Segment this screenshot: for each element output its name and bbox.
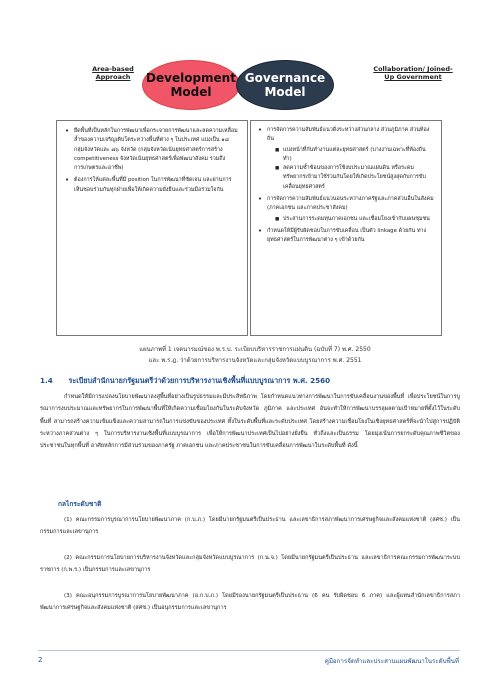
governance-model-oval bbox=[236, 60, 334, 110]
section-heading bbox=[40, 376, 330, 387]
figure-caption bbox=[70, 344, 440, 366]
caption-line: และ พ.ร.ฎ. ว่าด้วยการบริหารงานจังหวัดและกลุ่มจังหวัดแบบบูรณาการ พ.ศ. 2551 bbox=[148, 357, 362, 364]
sub-list-item: ■ ลดความซ้ำซ้อนของการใช้งบประมาณแผ่นดิน หรือระดมทรัพยากรเข้ามาใช้ร่วมกันโดยให้เกิดประโยชน์สูงสุดกับการขับเคลื่อนยุทธศาสตร์ bbox=[267, 164, 434, 192]
paragraph bbox=[40, 391, 460, 452]
governance-model-label: Model bbox=[264, 85, 306, 99]
section-number: 1.4 bbox=[40, 376, 53, 385]
subsection-heading: กลไกระดับชาติ bbox=[58, 500, 102, 508]
caption-line: แผนภาพที่ 1 เจตนารมณ์ของ พ.ร.บ. ระเบียบบริหารราชการแผ่นดิน (ฉบับที่ 7) พ.ศ. 2550 bbox=[139, 346, 371, 353]
development-label: Development bbox=[146, 71, 236, 85]
development-model-oval bbox=[142, 60, 240, 110]
paragraph-text: (1) คณะกรรมการบูรณาการนโยบายพัฒนาภาค (ก.บ.ภ.) โดยมีนายกรัฐมนตรีเป็นประธาน และเลขาธิการสภาพัฒนาการเศรษฐกิจและสังคมแห่งชาติ (สศช.) เป็นกรรมการและเลขานุการ bbox=[40, 517, 460, 536]
collaboration-label: Collaboration/ Joined-Up Government bbox=[373, 65, 453, 81]
paragraph bbox=[40, 590, 460, 615]
governance-label: Governance bbox=[244, 71, 326, 85]
governance-diagram bbox=[70, 60, 453, 112]
list-item: • ยึดพื้นที่เป็นหลักในการพัฒนาเพื่อกระจายการพัฒนาและลดความเหลื่อมล้ำของความเจริญเติบโตระหว่างพื้นที่ต่าง ๆ ในประเทศ แบ่งเป็น ๑๘ กลุ่มจังหวัดและ ๗๖ จังหวัด (กลุ่มจังหวัดเน้นยุทธศาสตร์การสร้าง competitiveness จังหวัดเน้นยุทธศาสตร์เพื่อพัฒนาสังคม รวมถึงการเกษตรและอาชีพ) bbox=[65, 127, 239, 173]
sub-list-item: ■ แบ่งหน้าที่กันทำงานแต่ละยุทธศาสตร์ (บางงานเฉพาะที่ท้องถิ่นทำ) bbox=[267, 146, 434, 165]
list-item bbox=[258, 195, 434, 224]
footer-title: คู่มือการจัดทำและประสานแผนพัฒนาในระดับพื้นที่ bbox=[324, 658, 459, 665]
list-item-text: การจัดการความสัมพันธ์แนวดิ่งระหว่างส่วนกลาง ส่วนภูมิภาค ส่วนท้องถิ่น bbox=[267, 127, 430, 143]
sub-list-item: ■ ประสานการระดมทุนภาคเอกชน และเชื่อมโยงเข้ากับแผนชุมชน bbox=[267, 215, 434, 224]
paragraph bbox=[40, 514, 460, 539]
list-item-text: การจัดการความสัมพันธ์แนวนอนระหว่างภาครัฐและภาคส่วนอื่นในสังคม (ภาคเอกชน และภาคประชาสังคม) bbox=[267, 196, 434, 212]
development-model-label: Model bbox=[170, 85, 212, 99]
governance-model-box bbox=[250, 120, 442, 336]
list-item: • ต้องการให้แต่ละพื้นที่มี position ในการพัฒนาที่ชัดเจน และผ่านการเห็นชอบร่วมกันทุกฝ่ายเพื่อให้เกิดความยั่งยืนและร่วมมือร่วมใจกัน bbox=[65, 176, 239, 195]
development-model-box bbox=[56, 120, 248, 336]
page-number: 2 bbox=[38, 656, 43, 664]
footer-divider bbox=[38, 650, 460, 651]
section-title: ระเบียบสำนักนายกรัฐมนตรีว่าด้วยการบริหารงานเชิงพื้นที่แบบบูรณาการ พ.ศ. 2560 bbox=[68, 376, 331, 385]
list-item bbox=[258, 126, 434, 192]
paragraph-text: กำหนดให้มีการแปลงนโยบายพัฒนาลงสู่พื้นที่อย่างเป็นรูปธรรมและมีประสิทธิภาพ โดยกำหนดแนวทางการพัฒนาในการขับเคลื่อนงานของพื้นที่ เพื่อประโยชน์ในการบูรณาการงบประมาณและทรัพยากรในการพัฒนาพื้นที่ให้เกิดความเชื่อมโยงกันในระดับจังหวัด ภูมิภาค และประเทศ อันจะทำให้การพัฒนาบรรลุผลตามเป้าหมายที่ตั้งไว้ในระดับพื้นที่ สามารถสร้างความเข้มแข็งและความสามารถในการแข่งขันของประเทศ ทั้งในระดับพื้นที่และระดับประเทศ โดยสร้างความเชื่อมโยงในเชิงยุทธศาสตร์ที่จะนำไปสู่การปฏิบัติระหว่างภาคส่วนต่าง ๆ ในการบริหารงานเชิงพื้นที่แบบบูรณาการ เพื่อให้การพัฒนาประเทศเป็นไปอย่างยั่งยืน ทั่วถึงและเป็นธรรม โดยมุ่งเน้นการยกระดับคุณภาพชีวิตของประชาชนในทุกพื้นที่ อาศัยหลักการมีส่วนร่วมของภาครัฐ ภาคเอกชน และภาคประชาชนในการขับเคลื่อนการพัฒนาในระดับพื้นที่ ดังนี้ bbox=[40, 394, 460, 450]
paragraph-text: (2) คณะกรรมการนโยบายการบริหารงานจังหวัดและกลุ่มจังหวัดแบบบูรณาการ (ก.น.จ.) โดยมีนายกรัฐมนตรีเป็นประธาน และเลขาธิการคณะกรรมการพัฒนาระบบราชการ (ก.พ.ร.) เป็นกรรมการและเลขานุการ bbox=[40, 555, 460, 574]
list-item: • กำหนดให้มีผู้รับผิดชอบในการขับเคลื่อน เป็นตัว linkage ด้วยกัน ทางยุทธศาสตร์ในการพัฒนาต่าง ๆ เข้าด้วยกัน bbox=[258, 227, 434, 246]
paragraph bbox=[40, 552, 460, 577]
area-based-label: Area-based Approach bbox=[92, 65, 134, 81]
paragraph-text: (3) คณะอนุกรรมการบูรณาการนโยบายพัฒนาภาค (อ.ก.บ.ภ.) โดยมีรองนายกรัฐมนตรีเป็นประธาน (6 คน รับผิดชอบ 6 ภาค) และผู้แทนสำนักเลขาธิการสภาพัฒนาการเศรษฐกิจและสังคมแห่งชาติ (สศช.) เป็นอนุกรรมการและเลขานุการ bbox=[40, 593, 460, 612]
